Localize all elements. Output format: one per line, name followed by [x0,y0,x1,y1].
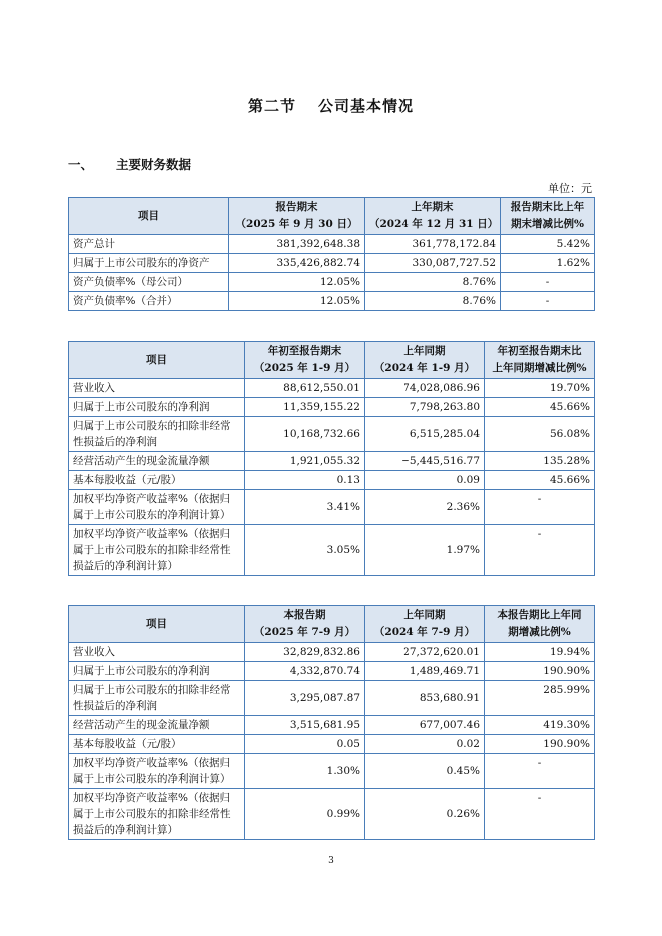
table-row: 加权平均净资产收益率%（依据归属于上市公司股东的扣除非经常性损益后的净利润计算） 3.05% 1.97% - [69,525,595,576]
table-row: 经营活动产生的现金流量净额 3,515,681.95 677,007.46 419.30% [69,716,595,735]
table-row: 加权平均净资产收益率%（依据归属于上市公司股东的净利润计算） 1.30% 0.45% - [69,754,595,789]
title-chapter: 第二节 [247,97,296,115]
col-header-prior-quarter: 上年同期 （2024 年 7-9 月） [365,606,485,643]
section-title: 主要财务数据 [116,157,192,172]
page-number: 3 [328,856,334,866]
col-header-ytd: 年初至报告期末 （2025 年 1-9 月） [245,342,365,379]
table-row: 基本每股收益（元/股） 0.05 0.02 190.90% [69,735,595,754]
col-header-period-end: 报告期末 （2025 年 9 月 30 日） [229,198,365,235]
title-text: 公司基本情况 [318,97,415,115]
balance-sheet-table [68,197,595,311]
col-header-change: 本报告期比上年同 期增减比例% [485,606,595,643]
table-row: 加权平均净资产收益率%（依据归属于上市公司股东的扣除非经常性损益后的净利润计算） 0.99% 0.26% - [69,789,595,840]
table-row: 营业收入 32,829,832.86 27,372,620.01 19.94% [69,643,595,662]
table-row: 资产总计 381,392,648.38 361,778,172.84 5.42% [69,235,595,254]
table-header-row [69,606,595,643]
table-header-row [69,198,595,235]
table-row: 经营活动产生的现金流量净额 1,921,055.32 −5,445,516.77 135.28% [69,452,595,471]
col-header-quarter: 本报告期 （2025 年 7-9 月） [245,606,365,643]
ytd-income-table [68,341,595,576]
col-header-change: 年初至报告期末比 上年同期增减比例% [485,342,595,379]
page-title [0,95,662,116]
table-row: 归属于上市公司股东的净利润 4,332,870.74 1,489,469.71 190.90% [69,662,595,681]
table-row: 营业收入 88,612,550.01 74,028,086.96 19.70% [69,379,595,398]
table-row: 资产负债率%（母公司） 12.05% 8.76% - [69,273,595,292]
col-header-item: 项目 [69,198,229,235]
col-header-item: 项目 [69,342,245,379]
col-header-prior-ytd: 上年同期 （2024 年 1-9 月） [365,342,485,379]
quarter-income-table [68,605,595,840]
table-row: 资产负债率%（合并） 12.05% 8.76% - [69,292,595,311]
table-row: 归属于上市公司股东的扣除非经常性损益后的净利润 10,168,732.66 6,515,285.04 56.08% [69,417,595,452]
table-row: 加权平均净资产收益率%（依据归属于上市公司股东的净利润计算） 3.41% 2.36% - [69,490,595,525]
section-number: 一、 [68,157,94,172]
col-header-change: 报告期末比上年 期末增减比例% [501,198,595,235]
table-row: 归属于上市公司股东的扣除非经常性损益后的净利润 3,295,087.87 853,680.91 285.99% [69,681,595,716]
section-heading [68,155,191,173]
table-row: 归属于上市公司股东的净利润 11,359,155.22 7,798,263.80 45.66% [69,398,595,417]
col-header-item: 项目 [69,606,245,643]
table-row: 归属于上市公司股东的净资产 335,426,882.74 330,087,727.52 1.62% [69,254,595,273]
unit-label: 单位：元 [548,182,592,195]
table-row: 基本每股收益（元/股） 0.13 0.09 45.66% [69,471,595,490]
table-header-row [69,342,595,379]
col-header-prior-end: 上年期末 （2024 年 12 月 31 日） [365,198,501,235]
